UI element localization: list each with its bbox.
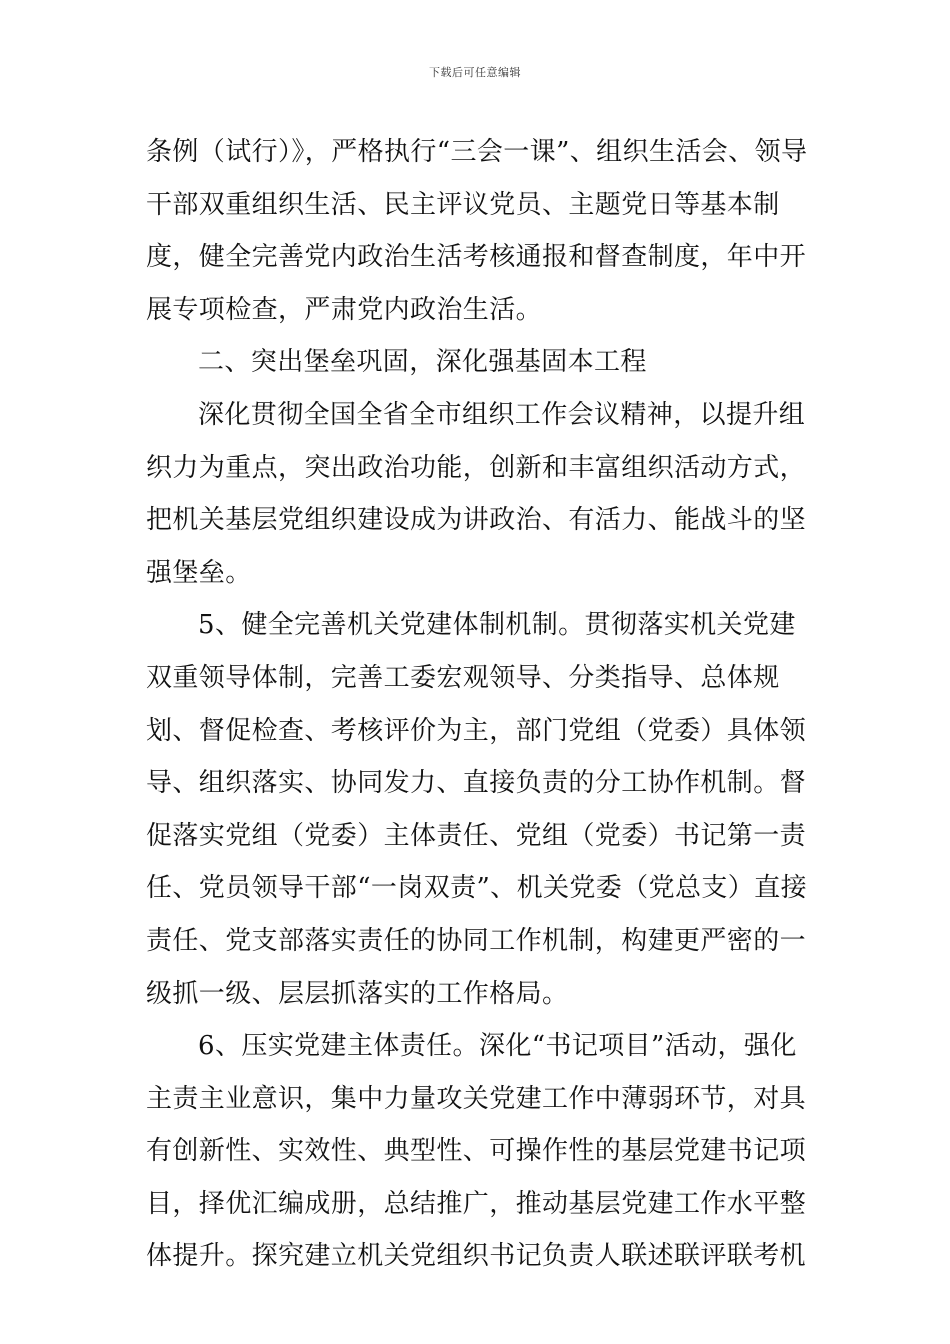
paragraph-continuation: 条例（试行）》，严格执行“三会一课”、组织生活会、领导干部双重组织生活、民主评议党员、主题党日等基本制度，健全完善党内政治生活考核通报和督查制度，年中开展专项检查，严肃党内政治生活。 (146, 137, 808, 325)
paragraph-item-5: 5、健全完善机关党建体制机制。贯彻落实机关党建双重领导体制，完善工委宏观领导、分类指导、总体规划、督促检查、考核评价为主，部门党组（党委）具体领导、组织落实、协同发力、直接负责的分工协作机制。督促落实党组（党委）主体责任、党组（党委）书记第一责任、党员领导干部“一岗双责”、机关党委（党总支）直接责任、党支部落实责任的协同工作机制，构建更严密的一级抓一级、层层抓落实的工作格局。 (146, 610, 807, 1009)
section-heading: 二、突出堡垒巩固，深化强基固本工程 (198, 347, 647, 378)
paragraph-item-6: 6、压实党建主体责任。深化“书记项目”活动，强化主责主业意识，集中力量攻关党建工作中薄弱环节，对具有创新性、实效性、典型性、可操作性的基层党建书记项目，择优汇编成册，总结推广，推动基层党建工作水平整体提升。探究建立机关党组织书记负责人联述联评联考机 (146, 1031, 807, 1272)
paragraph-section-intro: 深化贯彻全国全省全市组织工作会议精神，以提升组织力为重点，突出政治功能，创新和丰富组织活动方式，把机关基层党组织建设成为讲政治、有活力、能战斗的坚强堡垒。 (146, 399, 807, 588)
document-body (146, 126, 808, 1283)
page-header-note: 下载后可任意编辑 (429, 66, 521, 79)
